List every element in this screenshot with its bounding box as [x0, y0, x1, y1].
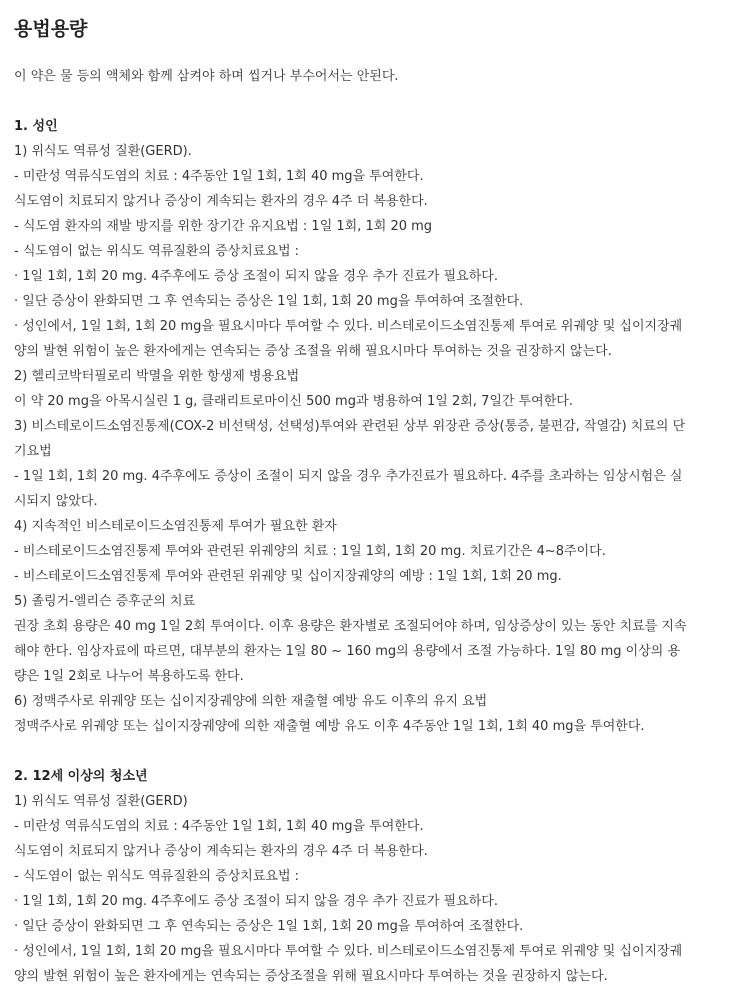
adult-lines	[14, 139, 726, 739]
text-line: 4) 지속적인 비스테로이드소염진통제 투여가 필요한 환자	[14, 519, 337, 534]
section-teen	[14, 764, 726, 989]
text-line: · 1일 1회, 1회 20 mg. 4주후에도 증상 조절이 되지 않을 경우 추가 진료가 필요하다.	[14, 269, 498, 284]
section-adult	[14, 114, 726, 739]
text-line: - 미란성 역류식도염의 치료 : 4주동안 1일 1회, 1회 40 mg을 투여한다.	[14, 819, 424, 834]
teen-lines	[14, 789, 726, 989]
text-line: 양의 발현 위험이 높은 환자에게는 연속되는 증상조절을 위해 필요시마다 투여하는 것을 권장하지 않는다.	[14, 969, 608, 984]
text-line: 2) 헬리코박터필로리 박멸을 위한 항생제 병용요법	[14, 369, 300, 384]
text-line: - 식도염이 없는 위식도 역류질환의 증상치료요법 :	[14, 869, 300, 884]
spacer	[14, 89, 726, 114]
text-line: 기요법	[14, 444, 52, 459]
section-heading-teen: 2. 12세 이상의 청소년	[14, 769, 148, 784]
text-line: · 성인에서, 1일 1회, 1회 20 mg을 필요시마다 투여할 수 있다. 비스테로이드소염진통제 투여로 위궤양 및 십이지장궤	[14, 319, 683, 334]
text-line: - 1일 1회, 1회 20 mg. 4주후에도 증상이 조절이 되지 않을 경우 추가진료가 필요하다. 4주를 초과하는 임상시험은 실	[14, 469, 683, 484]
page-title: 용법용량	[14, 18, 88, 40]
text-line: 량은 1일 2회로 나누어 복용하도록 한다.	[14, 669, 244, 684]
text-line: 시되지 않았다.	[14, 494, 98, 509]
text-line: 이 약 20 mg을 아목시실린 1 g, 클래리트로마이신 500 mg과 병용하여 1일 2회, 7일간 투여한다.	[14, 394, 573, 409]
text-line: 5) 졸링거-엘리슨 증후군의 치료	[14, 594, 196, 609]
text-line: 3) 비스테로이드소염진통제(COX-2 비선택성, 선택성)투여와 관련된 상부 위장관 증상(통증, 불편감, 작열감) 치료의 단	[14, 419, 686, 434]
spacer	[14, 739, 726, 764]
text-line: - 비스테로이드소염진통제 투여와 관련된 위궤양의 치료 : 1일 1회, 1회 20 mg. 치료기간은 4~8주이다.	[14, 544, 606, 559]
section-heading-adult: 1. 성인	[14, 119, 58, 134]
text-line: 1) 위식도 역류성 질환(GERD)	[14, 794, 188, 809]
text-line: - 식도염이 없는 위식도 역류질환의 증상치료요법 :	[14, 244, 300, 259]
text-line: 양의 발현 위험이 높은 환자에게는 연속되는 증상 조절을 위해 필요시마다 투여하는 것을 권장하지 않는다.	[14, 344, 612, 359]
text-line: · 일단 증상이 완화되면 그 후 연속되는 증상은 1일 1회, 1회 20 mg을 투여하여 조절한다.	[14, 919, 524, 934]
text-line: 해야 한다. 임상자료에 따르면, 대부분의 환자는 1일 80 ~ 160 mg의 용량에서 조절 가능하다. 1일 80 mg 이상의 용	[14, 644, 681, 659]
text-line: 1) 위식도 역류성 질환(GERD).	[14, 144, 192, 159]
text-line: 식도염이 치료되지 않거나 증상이 계속되는 환자의 경우 4주 더 복용한다.	[14, 844, 428, 859]
text-line: - 미란성 역류식도염의 치료 : 4주동안 1일 1회, 1회 40 mg을 투여한다.	[14, 169, 424, 184]
text-line: - 비스테로이드소염진통제 투여와 관련된 위궤양 및 십이지장궤양의 예방 : 1일 1회, 1회 20 mg.	[14, 569, 562, 584]
text-line: 6) 정맥주사로 위궤양 또는 십이지장궤양에 의한 재출혈 예방 유도 이후의 유지 요법	[14, 694, 488, 709]
text-line: 식도염이 치료되지 않거나 증상이 계속되는 환자의 경우 4주 더 복용한다.	[14, 194, 428, 209]
intro-text: 이 약은 물 등의 액체와 함께 삼켜야 하며 씹거나 부수어서는 안된다.	[14, 69, 399, 84]
text-line: 권장 초회 용량은 40 mg 1일 2회 투여이다. 이후 용량은 환자별로 조절되어야 하며, 임상증상이 있는 동안 치료를 지속	[14, 619, 687, 634]
text-line: · 1일 1회, 1회 20 mg. 4주후에도 증상 조절이 되지 않을 경우 추가 진료가 필요하다.	[14, 894, 498, 909]
text-line: - 식도염 환자의 재발 방지를 위한 장기간 유지요법 : 1일 1회, 1회 20 mg	[14, 219, 433, 234]
text-line: · 성인에서, 1일 1회, 1회 20 mg을 필요시마다 투여할 수 있다. 비스테로이드소염진통제 투여로 위궤양 및 십이지장궤	[14, 944, 683, 959]
text-line: 정맥주사로 위궤양 또는 십이지장궤양에 의한 재출혈 예방 유도 이후 4주동안 1일 1회, 1회 40 mg을 투여한다.	[14, 719, 645, 734]
text-line: · 일단 증상이 완화되면 그 후 연속되는 증상은 1일 1회, 1회 20 mg을 투여하여 조절한다.	[14, 294, 524, 309]
